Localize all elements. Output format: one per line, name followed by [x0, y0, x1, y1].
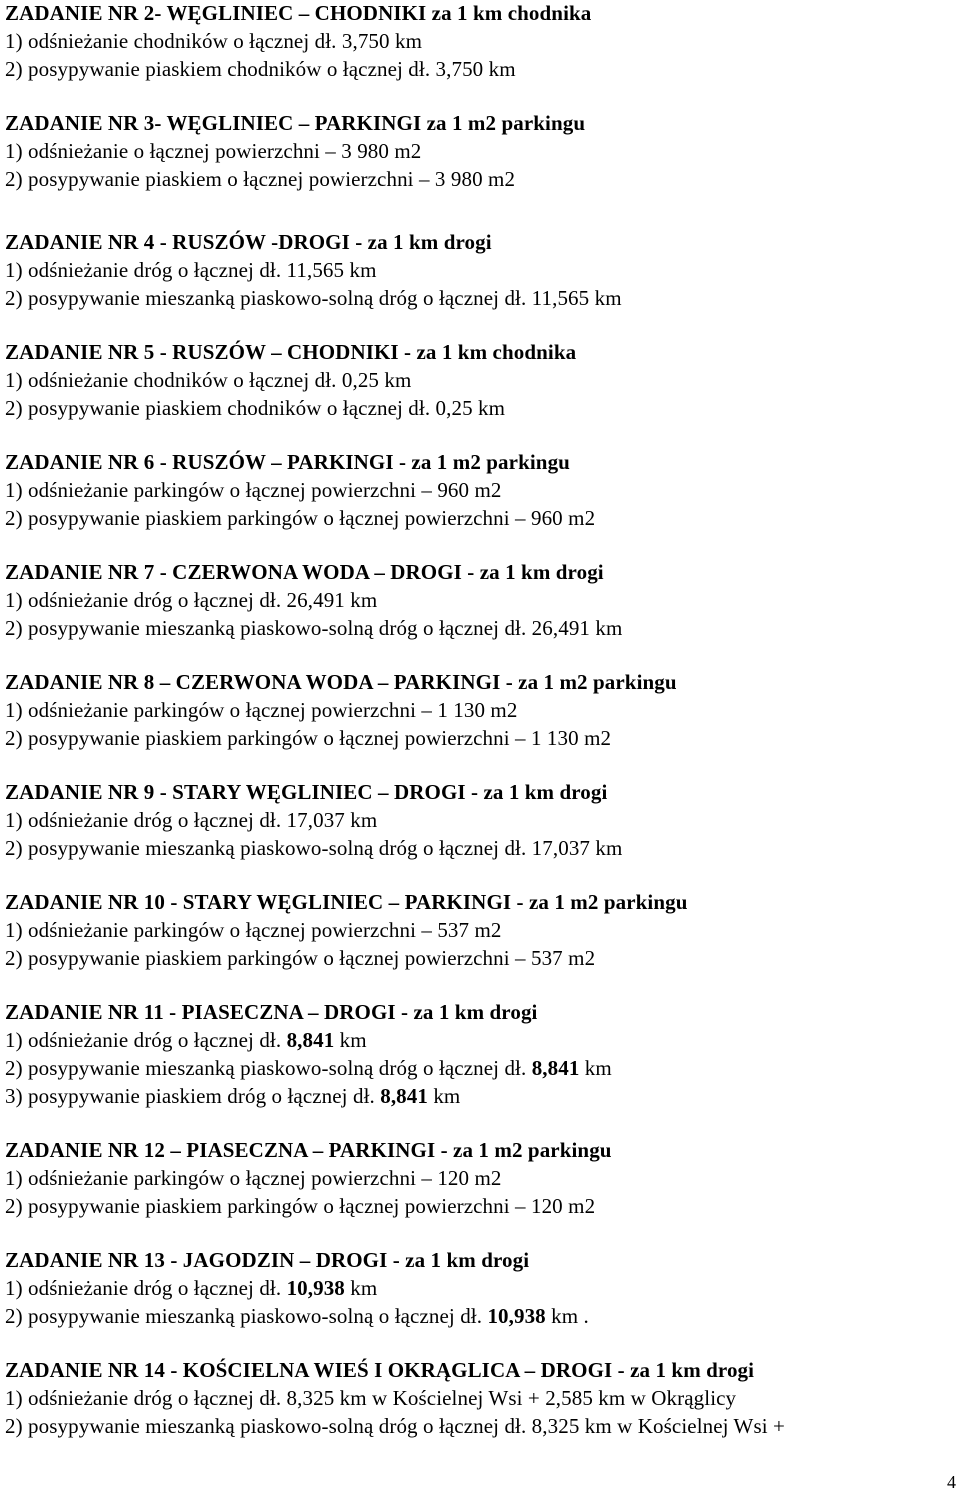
task-heading: ZADANIE NR 2- WĘGLINIEC – CHODNIKI za 1 km chodnika — [5, 1, 592, 25]
task-item: 2) posypywanie mieszanką piaskowo-solną dróg o łącznej dł. 26,491 km — [5, 616, 623, 640]
task-item: 2) posypywanie piaskiem parkingów o łącznej powierzchni – 1 130 m2 — [5, 726, 612, 750]
item-unit: km — [334, 1028, 367, 1052]
task-item: 1) odśnieżanie parkingów o łącznej powierzchni – 120 m2 — [5, 1166, 502, 1190]
task-item — [5, 1302, 955, 1330]
task-item — [5, 1274, 955, 1302]
task-item: 2) posypywanie mieszanką piaskowo-solną dróg o łącznej dł. 17,037 km — [5, 836, 623, 860]
task-item: 1) odśnieżanie parkingów o łącznej powierzchni – 1 130 m2 — [5, 698, 518, 722]
task-heading: ZADANIE NR 7 - CZERWONA WODA – DROGI - za 1 km drogi — [5, 560, 604, 584]
task-item — [5, 1082, 955, 1110]
task-item: 1) odśnieżanie dróg o łącznej dł. 17,037 km — [5, 808, 378, 832]
task-section — [5, 0, 955, 83]
task-item: 1) odśnieżanie dróg o łącznej dł. 8,325 km w Kościelnej Wsi + 2,585 km w Okrąglicy — [5, 1386, 737, 1410]
task-item — [5, 1026, 955, 1054]
page-number: 4 — [947, 1472, 956, 1492]
task-heading: ZADANIE NR 14 - KOŚCIELNA WIEŚ I OKRĄGLICA – DROGI - za 1 km drogi — [5, 1358, 755, 1382]
task-item: 1) odśnieżanie parkingów o łącznej powierzchni – 960 m2 — [5, 478, 502, 502]
item-text: 2) posypywanie mieszanką piaskowo-solną dróg o łącznej dł. — [5, 1056, 532, 1080]
item-text: 1) odśnieżanie dróg o łącznej dł. — [5, 1028, 287, 1052]
task-item: 1) odśnieżanie parkingów o łącznej powierzchni – 537 m2 — [5, 918, 502, 942]
task-item: 2) posypywanie piaskiem chodników o łącznej dł. 0,25 km — [5, 396, 506, 420]
task-heading: ZADANIE NR 9 - STARY WĘGLINIEC – DROGI - za 1 km drogi — [5, 780, 608, 804]
item-length-value: 8,841 — [286, 1028, 335, 1052]
task-item: 2) posypywanie piaskiem o łącznej powierzchni – 3 980 m2 — [5, 167, 516, 191]
task-heading: ZADANIE NR 11 - PIASECZNA – DROGI - za 1 km drogi — [5, 1000, 538, 1024]
task-item: 2) posypywanie piaskiem parkingów o łącznej powierzchni – 537 m2 — [5, 946, 596, 970]
document-body — [5, 0, 955, 1440]
task-item — [5, 1054, 955, 1082]
task-section — [5, 779, 955, 862]
task-item: 2) posypywanie piaskiem parkingów o łącznej powierzchni – 120 m2 — [5, 1194, 596, 1218]
section-spacer — [5, 972, 955, 999]
section-spacer — [5, 422, 955, 449]
item-text: 3) posypywanie piaskiem dróg o łącznej dł. — [5, 1084, 381, 1108]
task-section — [5, 229, 955, 312]
task-heading: ZADANIE NR 5 - RUSZÓW – CHODNIKI - za 1 km chodnika — [5, 340, 577, 364]
item-length-value: 8,841 — [531, 1056, 580, 1080]
task-section — [5, 110, 955, 193]
task-section — [5, 1357, 955, 1440]
item-text: 1) odśnieżanie dróg o łącznej dł. — [5, 1276, 287, 1300]
task-section — [5, 1137, 955, 1220]
item-unit: km — [579, 1056, 612, 1080]
task-heading: ZADANIE NR 4 - RUSZÓW -DROGI - za 1 km drogi — [5, 230, 492, 254]
task-item: 1) odśnieżanie chodników o łącznej dł. 3,750 km — [5, 29, 423, 53]
section-spacer — [5, 532, 955, 559]
section-spacer — [5, 193, 955, 229]
section-spacer — [5, 752, 955, 779]
section-spacer — [5, 862, 955, 889]
section-spacer — [5, 312, 955, 339]
task-heading: ZADANIE NR 6 - RUSZÓW – PARKINGI - za 1 m2 parkingu — [5, 450, 570, 474]
task-section — [5, 669, 955, 752]
task-heading: ZADANIE NR 10 - STARY WĘGLINIEC – PARKINGI - za 1 m2 parkingu — [5, 890, 688, 914]
section-spacer — [5, 642, 955, 669]
task-item: 1) odśnieżanie dróg o łącznej dł. 11,565 km — [5, 258, 377, 282]
task-item: 1) odśnieżanie dróg o łącznej dł. 26,491 km — [5, 588, 378, 612]
task-section — [5, 999, 955, 1110]
task-section — [5, 339, 955, 422]
item-unit: km . — [545, 1304, 589, 1328]
task-section — [5, 559, 955, 642]
task-item: 2) posypywanie piaskiem chodników o łącznej dł. 3,750 km — [5, 57, 516, 81]
item-text: 2) posypywanie mieszanką piaskowo-solną o łącznej dł. — [5, 1304, 488, 1328]
task-item: 1) odśnieżanie o łącznej powierzchni – 3 980 m2 — [5, 139, 422, 163]
task-heading: ZADANIE NR 3- WĘGLINIEC – PARKINGI za 1 m2 parkingu — [5, 111, 586, 135]
item-length-value: 10,938 — [487, 1304, 546, 1328]
item-unit: km — [427, 1084, 461, 1108]
task-item: 2) posypywanie mieszanką piaskowo-solną dróg o łącznej dł. 11,565 km — [5, 286, 622, 310]
task-section — [5, 889, 955, 972]
task-heading: ZADANIE NR 13 - JAGODZIN – DROGI - za 1 km drogi — [5, 1248, 530, 1272]
section-spacer — [5, 83, 955, 110]
task-section — [5, 449, 955, 532]
section-spacer — [5, 1220, 955, 1247]
task-item: 2) posypywanie mieszanką piaskowo-solną dróg o łącznej dł. 8,325 km w Kościelnej Wsi + — [5, 1414, 785, 1438]
task-item: 1) odśnieżanie chodników o łącznej dł. 0,25 km — [5, 368, 412, 392]
task-section — [5, 1247, 955, 1330]
task-item: 2) posypywanie piaskiem parkingów o łącznej powierzchni – 960 m2 — [5, 506, 596, 530]
item-unit: km — [344, 1276, 378, 1300]
item-length-value: 8,841 — [380, 1084, 428, 1108]
task-heading: ZADANIE NR 8 – CZERWONA WODA – PARKINGI - za 1 m2 parkingu — [5, 670, 677, 694]
section-spacer — [5, 1110, 955, 1137]
section-spacer — [5, 1330, 955, 1357]
item-length-value: 10,938 — [286, 1276, 345, 1300]
task-heading: ZADANIE NR 12 – PIASECZNA – PARKINGI - za 1 m2 parkingu — [5, 1138, 612, 1162]
